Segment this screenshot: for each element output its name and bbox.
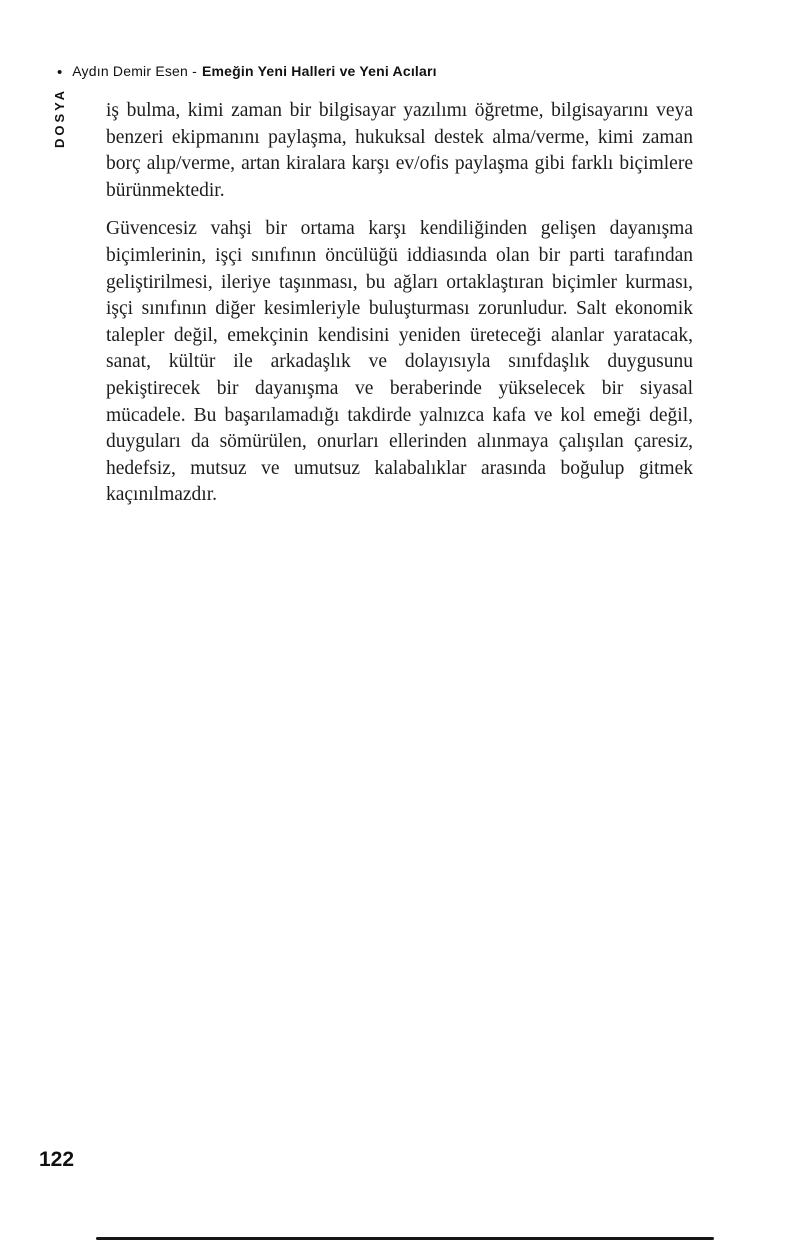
page-header <box>57 63 437 80</box>
body-text <box>106 98 693 521</box>
scan-edge-line <box>96 1237 714 1240</box>
header-author: Aydın Demir Esen - <box>72 63 197 79</box>
section-label-vertical: DOSYA <box>52 88 67 149</box>
paragraph-1: iş bulma, kimi zaman bir bilgisayar yazılımı öğretme, bilgisayarını veya benzeri ekipmanını paylaşma, hukuksal destek alma/verme, kimi zaman borç alıp/verme, artan kiralara karşı ev/ofis paylaşma gibi farklı biçimlere bürünmektedir. <box>106 100 693 201</box>
header-title: Emeğin Yeni Halleri ve Yeni Acıları <box>202 63 437 79</box>
header-bullet-icon: • <box>57 64 63 81</box>
page-number: 122 <box>39 1148 75 1171</box>
paragraph-2: Güvencesiz vahşi bir ortama karşı kendiliğinden gelişen dayanışma biçimlerinin, işçi sınıfının öncülüğü iddiasında olan bir parti tarafından geliştirilmesi, ileriye taşınması, bu ağları ortaklaştıran biçimler kurması, işçi sınıfının diğer kesimleriyle buluşturması zorunludur. Salt ekonomik talepler değil, emekçinin kendisini yeniden üreteceği alanlar yaratacak, sanat, kültür ile arkadaşlık ve dolayısıyla sınıfdaşlık duygusunu pekiştirecek bir dayanışma ve beraberinde yükselecek bir siyasal mücadele. Bu başarılamadığı takdirde yalnızca kafa ve kol emeği değil, duyguları da sömürülen, onurları ellerinden alınmaya çalışılan çaresiz, hedefsiz, mutsuz ve umutsuz kalabalıklar arasında boğulup gitmek kaçınılmazdır. <box>106 218 693 506</box>
